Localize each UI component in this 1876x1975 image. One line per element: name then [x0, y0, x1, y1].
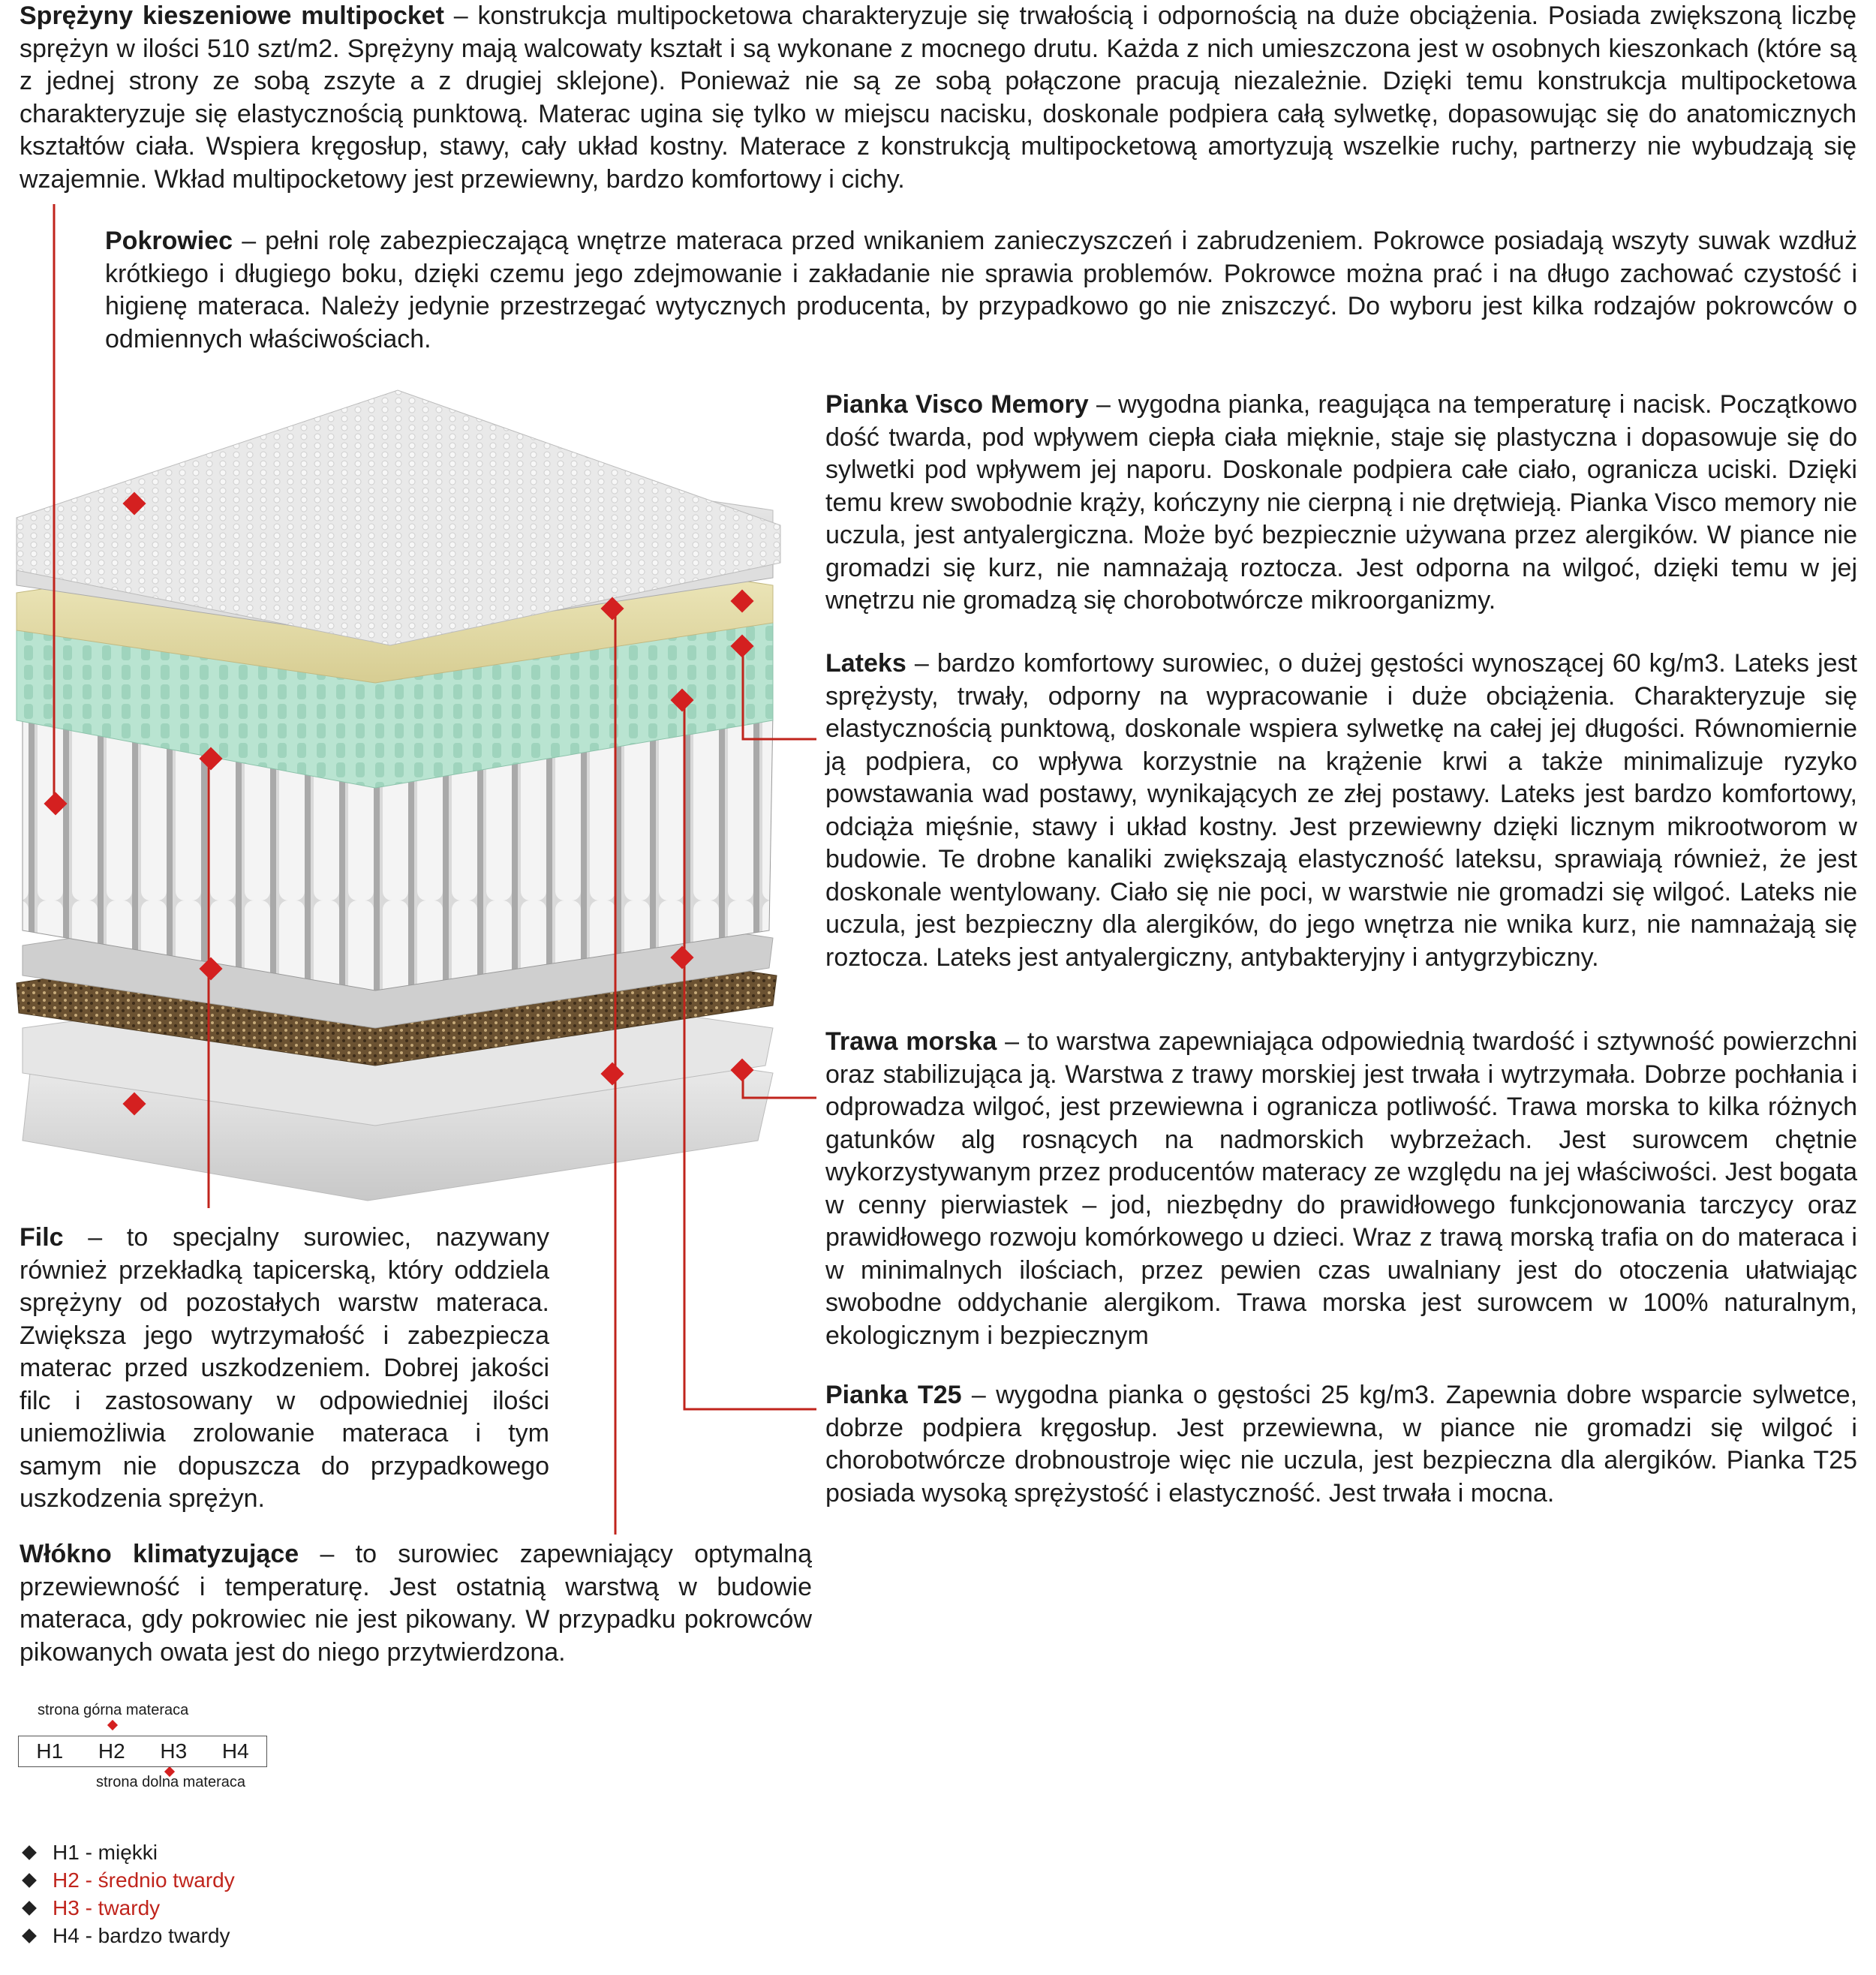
scale-top-label: strona górna materaca	[38, 1702, 189, 1718]
diamond-icon	[22, 1901, 37, 1916]
legend-label: H4 - bardzo twardy	[53, 1924, 230, 1947]
trawa-title: Trawa morska	[825, 1027, 997, 1056]
hardness-scale	[18, 1736, 267, 1767]
filc-title: Filc	[20, 1223, 64, 1252]
pokrowiec-text: – pełni rolę zabezpieczającą wnętrze materaca przed wnikaniem zanieczyszczeń i zabrudzeniem. Pokrowce posiadają wszyty suwak wzdłuż krótkiego i długiego boku, dzięki czemu jego zdejmowanie i zakładanie nie sprawia problemów. Pokrowce można prać i na długo zachować czystość i higienę materaca. Należy jedynie przestrzegać wytycznych producenta, by przypadkowo go nie zniszczyć. Do wyboru jest kilka rodzajów pokrowców o odmiennych właściwościach.	[105, 227, 1857, 353]
scale-bottom-label: strona dolna materaca	[96, 1774, 246, 1790]
t25-text: – wygodna pianka o gęstości 25 kg/m3. Zapewnia dobre wsparcie sylwetce, dobrze podpiera kręgosłup. Jest przewiewna, w piance nie gromadzi się wilgoć i chorobotwórcze drobnoustroje więc nie uczula, jest bezpieczna dla alergików. Pianka T25 posiada wysoką sprężystość i elastyczność. Jest trwała i mocna.	[825, 1381, 1858, 1508]
intro-text: – konstrukcja multipocketowa charakteryzuje się trwałością i odpornością na duże obciążenia. Posiada zwiększoną liczbę sprężyn w ilości 510 szt/m2. Sprężyny mają walcowaty kształt i są wykonane z mocnego drutu. Każda z nich umieszczona jest w osobnych kieszonkach (które są z jednej strony ze sobą zszyte a z drugiej sklejone). Ponieważ nie są ze sobą połączone pracują niezależnie. Dzięki temu konstrukcja multipocketowa charakteryzuje się elastycznością punktową. Materac ugina się tylko w miejscu nacisku, doskonale podpiera całą sylwetkę, dopasowując się do anatomicznych kształtów ciała. Wspiera kręgosłup, stawy, cały układ kostny. Materace z konstrukcją multipocketową amortyzują wszelkie ruchy, partnerzy nie wybudzają się wzajemnie. Wkład multipocketowy jest przewiewny, bardzo komfortowy i cichy.	[20, 2, 1856, 194]
legend-item-h4	[20, 1923, 230, 1949]
trawa-text: – to warstwa zapewniająca odpowiednią twardość i sztywność powierzchni oraz stabilizująca ją. Warstwa z trawy morskiej jest trwała i wytrzymała. Dobrze pochłania i odprowadza wilgoć, jest przewiewna i ogranicza potliwość. Trawa morska to kilka różnych gatunków alg rosnących na nadmorskich wybrzeżach. Jest surowcem chętnie wykorzystywanym przez producentów materacy ze względu na jej właściwości. Jest bogata w cenny pierwiastek – jod, niezbędny do prawidłowego funkcjonowania tarczycy oraz prawidłowego rozwoju komórkowego u dzieci. Wraz z trawą morską trafia on do materaca i w minimalnych ilościach, przez pewien czas uwalniany jest do otoczenia ułatwiając swobodne oddychanie alergikom. Trawa morska jest surowcem w 100% naturalnym, ekologicznym i bezpiecznym	[825, 1027, 1858, 1350]
scale-level-h4: H4	[221, 1739, 249, 1763]
legend-label: H3 - twardy	[53, 1896, 161, 1919]
diamond-icon	[22, 1845, 37, 1860]
lateks-text: – bardzo komfortowy surowiec, o dużej gęstości wynoszącej 60 kg/m3. Lateks jest sprężysty, trwały, odporny na wypracowanie i duże obciążenia. Charakteryzuje się elastycznością punktową, doskonale wspiera sylwetkę na całej jej długości. Równomiernie ją podpiera, co wpływa korzystnie na krążenie krwi a także minimalizuje ryzyko powstawania wad postawy, wynikających ze złej postawy. Lateks jest bardzo komfortowy, odciąża mięśnie, stawy i układ kostny. Jest przewiewny dzięki licznym mikrootworom w budowie. Te drobne kanaliki zwiększają elastyczność lateksu, sprawiają również, że jest doskonale wentylowany. Ciało się nie poci, w warstwie nie gromadzi się wilgoć. Lateks nie uczula, jest bezpieczny dla alergików, do jego wnętrza nie wnika kurz, nie namnażają się roztocza. Lateks jest antyalergiczny, antybakteryjny i antygrzybiczny.	[825, 649, 1857, 972]
legend-item-h3	[20, 1895, 160, 1921]
scale-level-h1: H1	[36, 1739, 64, 1763]
pokrowiec-title: Pokrowiec	[105, 227, 233, 255]
legend-item-h1	[20, 1840, 158, 1865]
wlokno-text: – to surowiec zapewniający optymalną przewiewność i temperaturę. Jest ostatnią warstwą w budowie materaca, gdy pokrowiec nie jest pikowany. W przypadku pokrowców pikowanych owata jest do niego przytwierdzona.	[20, 1540, 812, 1667]
diamond-icon	[22, 1873, 37, 1888]
scale-level-h3: H3	[160, 1739, 188, 1763]
filc-text: – to specjalny surowiec, nazywany również przekładką tapicerską, który oddziela sprężyny od pozostałych warstw materaca. Zwiększa jego wytrzymałość i zabezpiecza materac przed uszkodzeniem. Dobrej jakości filc i zastosowany w odpowiedniej ilości uniemożliwia zrolowanie materaca i tym samym nie dopuszcza do przypadkowego uszkodzenia sprężyn.	[20, 1223, 549, 1513]
visco-title: Pianka Visco Memory	[825, 390, 1089, 419]
visco-text: – wygodna pianka, reagująca na temperaturę i nacisk. Początkowo dość twarda, pod wpływem ciepła ciała mięknie, staje się plastyczna i dopasowuje się do sylwetki pod wpływem jej naporu. Doskonale podpiera całe ciało, ogranicza uciski. Dzięki temu krew swobodnie krąży, kończyny nie cierpną i nie drętwieją. Pianka Visco memory nie uczula, jest antyalergiczna. Może być bezpiecznie używana przez alergików. W piance nie gromadzi się kurz, nie namnażają roztocza. Jest odporna na wilgoć, dzięki temu w jej wnętrzu nie gromadzą się chorobotwórcze mikroorganizmy.	[825, 390, 1857, 615]
scale-top-marker	[107, 1720, 118, 1730]
intro-title: Sprężyny kieszeniowe multipocket	[20, 2, 444, 30]
scale-level-h2: H2	[98, 1739, 125, 1763]
t25-title: Pianka T25	[825, 1381, 962, 1409]
diamond-icon	[22, 1928, 37, 1943]
wlokno-title: Włókno klimatyzujące	[20, 1540, 299, 1568]
legend-label: H2 - średnio twardy	[53, 1868, 235, 1892]
lateks-title: Lateks	[825, 649, 906, 678]
legend-item-h2	[20, 1868, 235, 1893]
legend-label: H1 - miękki	[53, 1841, 158, 1864]
